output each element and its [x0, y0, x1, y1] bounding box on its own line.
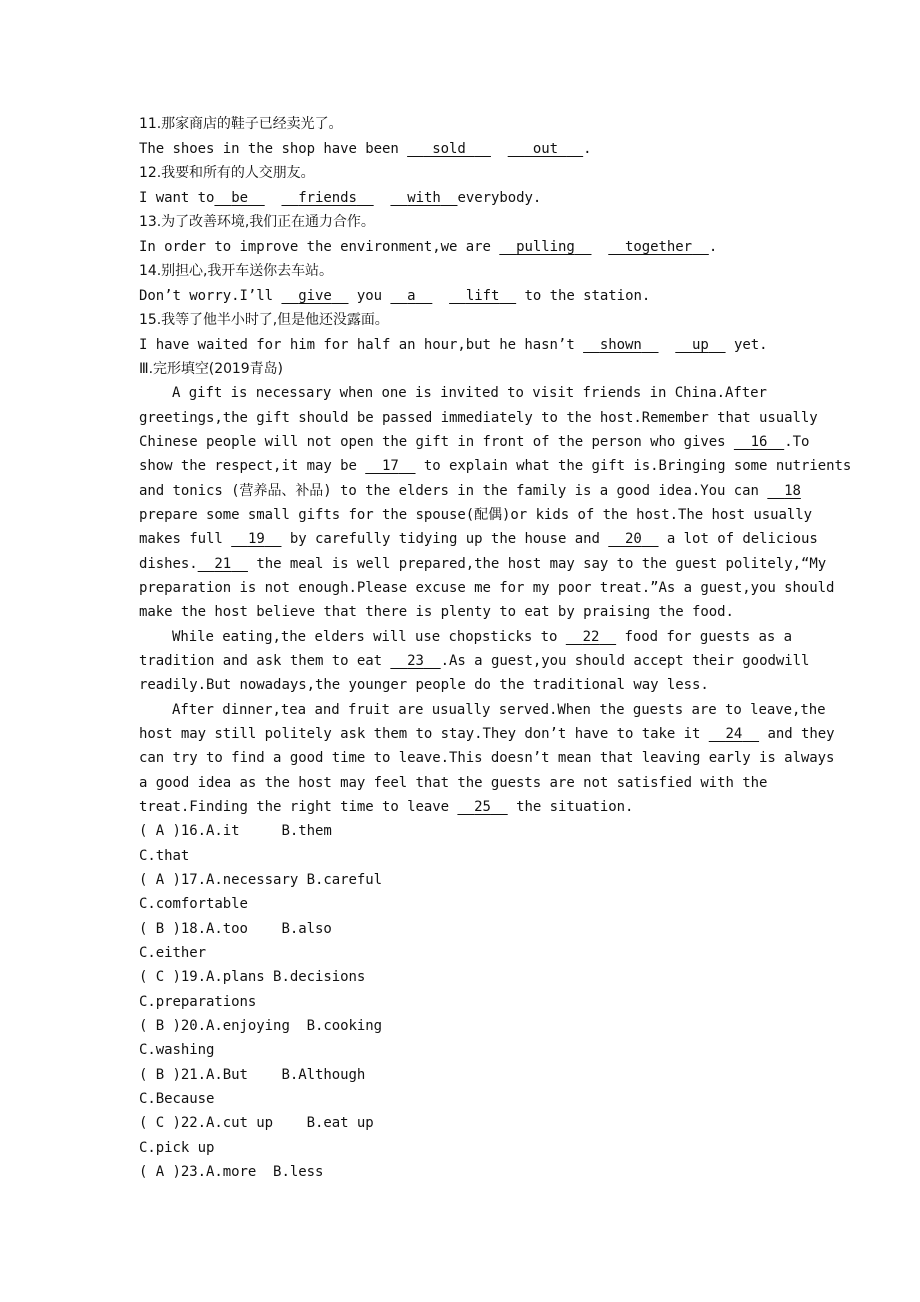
answer-blank: up — [692, 337, 709, 353]
answer-blank: out — [524, 141, 567, 157]
question-21-option-c: C.Because — [139, 1091, 215, 1107]
passage-line: dishes. 21 the meal is well prepared,the host may say to the guest politely,“My — [139, 556, 827, 572]
blank-18: 18 — [784, 483, 801, 499]
question-16-option-c: C.that — [139, 848, 190, 864]
blank-23: 23 — [407, 653, 424, 669]
passage-line: can try to find a good time to leave.This doesn’t mean that leaving early is always — [139, 750, 835, 766]
passage-line: and tonics (营养品、补品) to the elders in the family is a good idea.You can 18 — [139, 483, 801, 499]
question-20-options: ( B )20.A.enjoying B.cooking — [139, 1018, 382, 1034]
passage-line: Chinese people will not open the gift in front of the person who gives 16 .To — [139, 434, 810, 450]
passage-line: show the respect,it may be 17 to explain what the gift is.Bringing some nutrients — [139, 458, 852, 474]
item-12-english: I want to be friends with everybody. — [139, 190, 542, 206]
question-17-options: ( A )17.A.necessary B.careful — [139, 872, 382, 888]
answer-blank: together — [625, 239, 693, 255]
answer-blank: pulling — [516, 239, 575, 255]
blank-21: 21 — [214, 556, 232, 572]
question-17-option-c: C.comfortable — [139, 896, 248, 912]
item-11-chinese: 11.那家商店的鞋子已经卖光了。 — [139, 116, 343, 132]
blank-19: 19 — [247, 531, 265, 547]
passage-line: preparation is not enough.Please excuse me for my poor treat.”As a guest,you should — [139, 580, 835, 596]
blank-17: 17 — [382, 458, 399, 474]
answer-blank: lift — [465, 288, 500, 304]
passage-line: a good idea as the host may feel that the guests are not satisfied with the — [139, 775, 768, 791]
blank-16: 16 — [750, 434, 768, 450]
question-19-option-c: C.preparations — [139, 994, 257, 1010]
answer-blank: shown — [599, 337, 642, 353]
passage-line: make the host believe that there is plenty to eat by praising the food. — [139, 604, 734, 620]
question-19-options: ( C )19.A.plans B.decisions — [139, 969, 366, 985]
question-22-options: ( C )22.A.cut up B.eat up — [139, 1115, 374, 1131]
question-16-options: ( A )16.A.it B.them — [139, 823, 332, 839]
question-18-option-c: C.either — [139, 945, 207, 961]
passage-line: host may still politely ask them to stay.They don’t have to take it 24 and they — [139, 726, 835, 742]
answer-blank: friends — [298, 190, 357, 206]
passage-line: tradition and ask them to eat 23 .As a guest,you should accept their goodwill — [139, 653, 810, 669]
section-3-heading: Ⅲ.完形填空(2019青岛) — [139, 361, 283, 377]
blank-25: 25 — [474, 799, 491, 815]
passage-line: After dinner,tea and fruit are usually served.When the guests are to leave,the — [172, 702, 826, 718]
question-18-options: ( B )18.A.too B.also — [139, 921, 332, 937]
passage-line: treat.Finding the right time to leave 25 the situation. — [139, 799, 634, 815]
item-14-chinese: 14.别担心,我开车送你去车站。 — [139, 263, 333, 279]
answer-blank: give — [298, 288, 332, 304]
passage-line: While eating,the elders will use chopsticks to 22 food for guests as a — [172, 629, 793, 645]
item-13-chinese: 13.为了改善环境,我们正在通力合作。 — [139, 214, 375, 230]
item-11-english: The shoes in the shop have been sold out . — [139, 141, 592, 157]
question-23-options: ( A )23.A.more B.less — [139, 1164, 324, 1180]
question-20-option-c: C.washing — [139, 1042, 215, 1058]
passage-line: readily.But nowadays,the younger people do the traditional way less. — [139, 677, 709, 693]
blank-20: 20 — [625, 531, 642, 547]
passage-line: makes full 19 by carefully tidying up the house and 20 a lot of delicious — [139, 531, 818, 547]
item-15-english: I have waited for him for half an hour,but he hasn’t shown up yet. — [139, 337, 768, 353]
blank-22: 22 — [582, 629, 600, 645]
item-15-chinese: 15.我等了他半小时了,但是他还没露面。 — [139, 312, 389, 328]
answer-blank: sold — [423, 141, 475, 157]
answer-blank: with — [407, 190, 441, 206]
passage-line: prepare some small gifts for the spouse(配偶)or kids of the host.The host usually — [139, 507, 813, 523]
question-22-option-c: C.pick up — [139, 1140, 215, 1156]
item-12-chinese: 12.我要和所有的人交朋友。 — [139, 165, 315, 181]
question-21-options: ( B )21.A.But B.Although — [139, 1067, 366, 1083]
answer-blank: a — [407, 288, 416, 304]
blank-24: 24 — [725, 726, 743, 742]
passage-line: greetings,the gift should be passed immediately to the host.Remember that usually — [139, 410, 818, 426]
item-14-english: Don’t worry.I’ll give you a lift to the station. — [139, 288, 651, 304]
answer-blank: be — [231, 190, 248, 206]
item-13-english: In order to improve the environment,we are pulling together . — [139, 239, 718, 255]
passage-line: A gift is necessary when one is invited to visit friends in China.After — [172, 385, 767, 401]
